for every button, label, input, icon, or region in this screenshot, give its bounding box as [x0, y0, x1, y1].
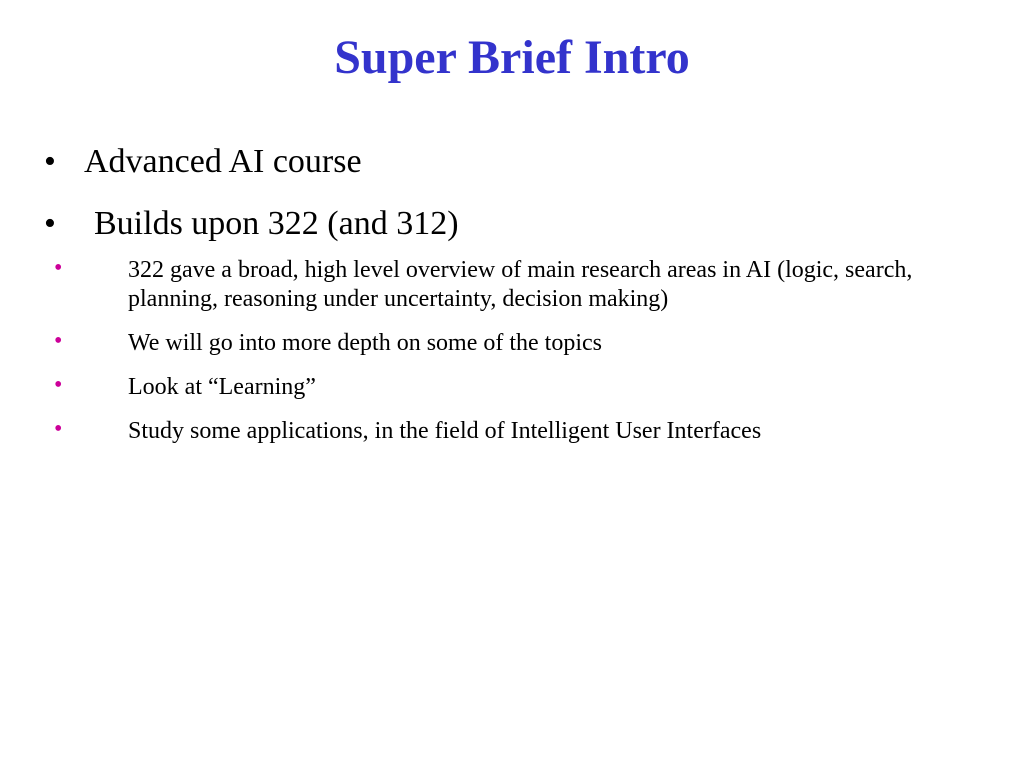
sub-bullet-item [54, 256, 998, 314]
sub-bullet-text: We will go into more depth on some of the topics [128, 330, 602, 356]
bullet-item [44, 140, 994, 184]
sub-bullet-marker: • [54, 416, 63, 442]
bullet-list [44, 140, 994, 264]
sub-bullet-text: 322 gave a broad, high level overview of main research areas in AI (logic, search, planning, reasoning under uncertainty, decision making) [128, 257, 913, 312]
bullet-text: Builds upon 322 (and 312) [94, 205, 459, 242]
bullet-marker: • [44, 205, 56, 242]
sub-bullet-item [54, 373, 998, 402]
sub-bullet-item [54, 417, 998, 446]
sub-bullet-text: Study some applications, in the field of Intelligent User Interfaces [128, 418, 762, 444]
bullet-text: Advanced AI course [84, 143, 362, 180]
sub-bullet-text: Look at “Learning” [128, 374, 316, 400]
sub-bullet-list [54, 256, 1004, 461]
sub-bullet-marker: • [54, 328, 63, 354]
sub-bullet-item [54, 329, 998, 358]
slide-title: Super Brief Intro [334, 31, 690, 84]
bullet-item [44, 202, 994, 246]
sub-bullet-marker: • [54, 255, 63, 281]
bullet-marker: • [44, 143, 56, 180]
sub-bullet-marker: • [54, 372, 63, 398]
